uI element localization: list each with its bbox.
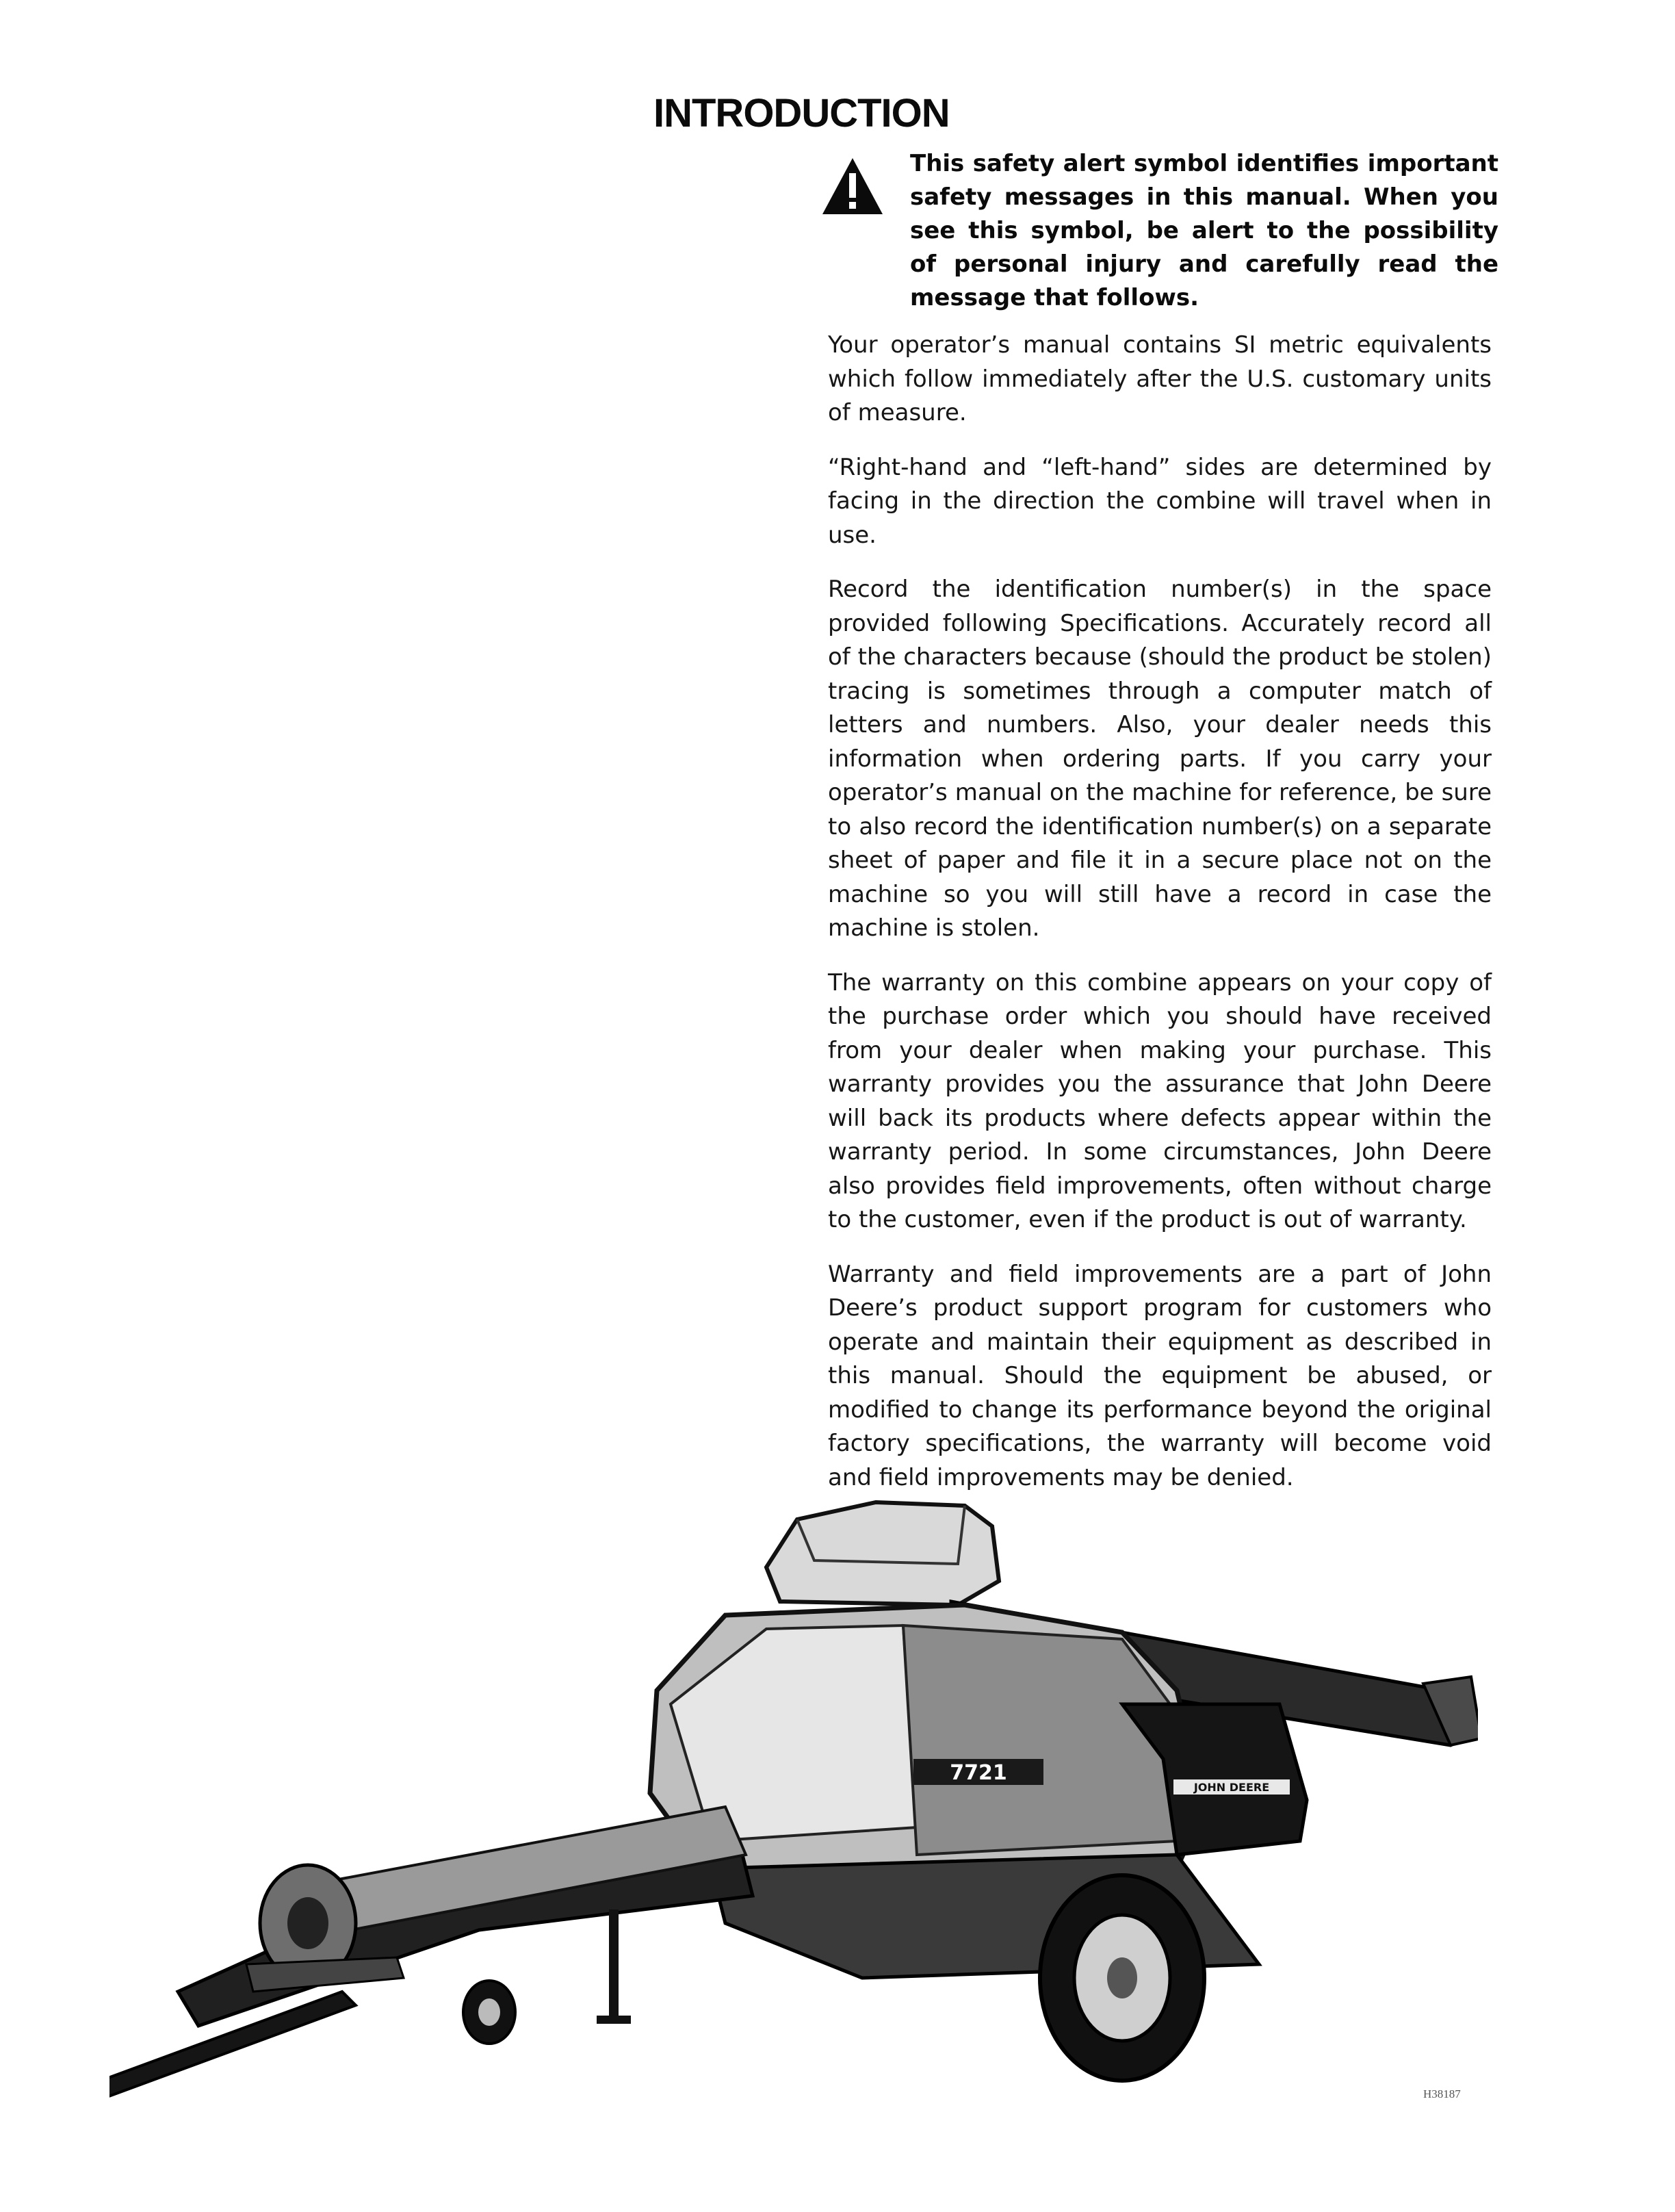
paragraph-field-improvements: Warranty and field improvements are a part of John Deere’s product support program for customers who operate and maintain their equipment as described in this manual. Should the equipment be abused, or modified to change its performance beyond the original factory specifications, the warranty will become void and field improvements may be denied. bbox=[828, 1260, 1492, 1491]
safety-alert-triangle-icon bbox=[821, 157, 884, 216]
paragraph-metric-units: Your operator’s manual contains SI metric equivalents which follow immediately after the U.S. customary units of measure. bbox=[828, 331, 1492, 426]
brand-label: JOHN DEERE bbox=[1193, 1781, 1270, 1794]
safety-alert-text: This safety alert symbol identifies important safety messages in this manual. When you see this symbol, be alert to the possibility of personal injury and carefully read the message that follows. bbox=[910, 150, 1498, 311]
safety-alert-block bbox=[821, 147, 1498, 315]
paragraph-identification-numbers: Record the identification number(s) in the space provided following Specifications. Accurately record all of the characters because (should the product be stolen) tracing is sometimes through a computer match of letters and numbers. Also, your dealer needs this information when ordering parts. If you carry your operator’s manual on the machine for reference, be sure to also record the identification number(s) on a separate sheet of paper and file it in a secure place not on the machine so you will still have a record in case the machine is stolen. bbox=[828, 576, 1492, 942]
model-label: 7721 bbox=[950, 1761, 1007, 1785]
figure-code: H38187 bbox=[1423, 2087, 1461, 2100]
paragraph-warranty: The warranty on this combine appears on your copy of the purchase order which you should have received from your dealer when making your purchase. This warranty provides you the assurance that John Deere will back its products where defects appear within the warranty period. In some circumstances, John Deere also provides field improvements, often without charge to the customer, even if the product is out of warranty. bbox=[828, 968, 1492, 1233]
pull-type-combine-illustration bbox=[109, 1485, 1478, 2101]
page-title: INTRODUCTION bbox=[653, 91, 950, 136]
paragraph-hand-sides: “Right-hand and “left-hand” sides are determined by facing in the direction the combine will travel when in use. bbox=[828, 453, 1492, 549]
body-text bbox=[828, 329, 1492, 1515]
